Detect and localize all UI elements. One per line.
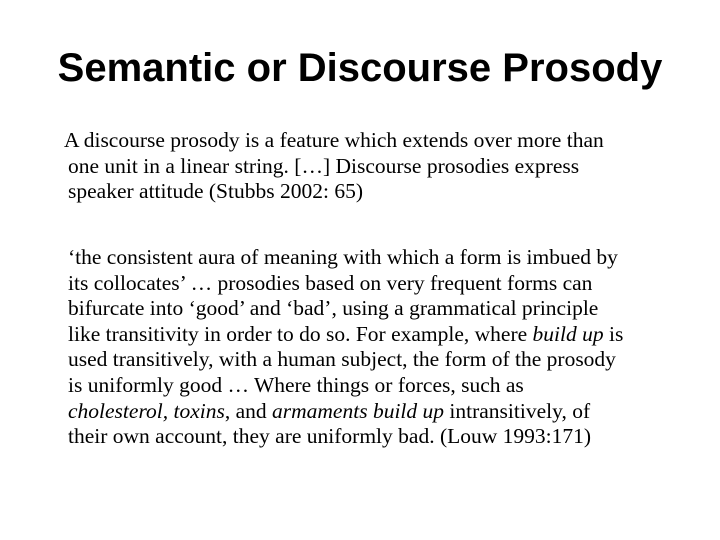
italic-term-build-up: build up: [532, 321, 604, 346]
italic-term-cholesterol-toxins: cholesterol, toxins: [68, 398, 225, 423]
text-line: [70, 322, 700, 348]
italic-term-armaments-build-up: armaments build up: [272, 398, 445, 423]
text-line: is uniformly good … Where things or forces, such as: [68, 372, 524, 397]
text-run: is: [603, 321, 624, 346]
text-run: intransitively, of: [444, 398, 591, 423]
text-line: [70, 399, 700, 425]
text-line: A discourse prosody is a feature which extends over more than: [64, 128, 604, 152]
text-line: used transitively, with a human subject, the form of the prosody: [68, 347, 616, 372]
text-run: , and: [224, 398, 273, 423]
text-line: ‘the consistent aura of meaning with which a form is imbued by: [68, 245, 618, 269]
paragraph-louw-quote: [70, 245, 700, 450]
text-line: their own account, they are uniformly bad. (Louw 1993:171): [68, 424, 592, 449]
slide-title: Semantic or Discourse Prosody: [57, 46, 663, 90]
text-line: bifurcate into ‘good’ and ‘bad’, using a grammatical principle: [68, 296, 599, 321]
text-line: one unit in a linear string. […] Discourse prosodies express: [68, 153, 580, 178]
paragraph-stubbs-quote: [64, 128, 700, 205]
text-line: its collocates’ … prosodies based on very frequent forms can: [68, 270, 593, 295]
text-run: like transitivity in order to do so. For example, where: [68, 321, 533, 346]
text-line: speaker attitude (Stubbs 2002: 65): [68, 179, 363, 204]
